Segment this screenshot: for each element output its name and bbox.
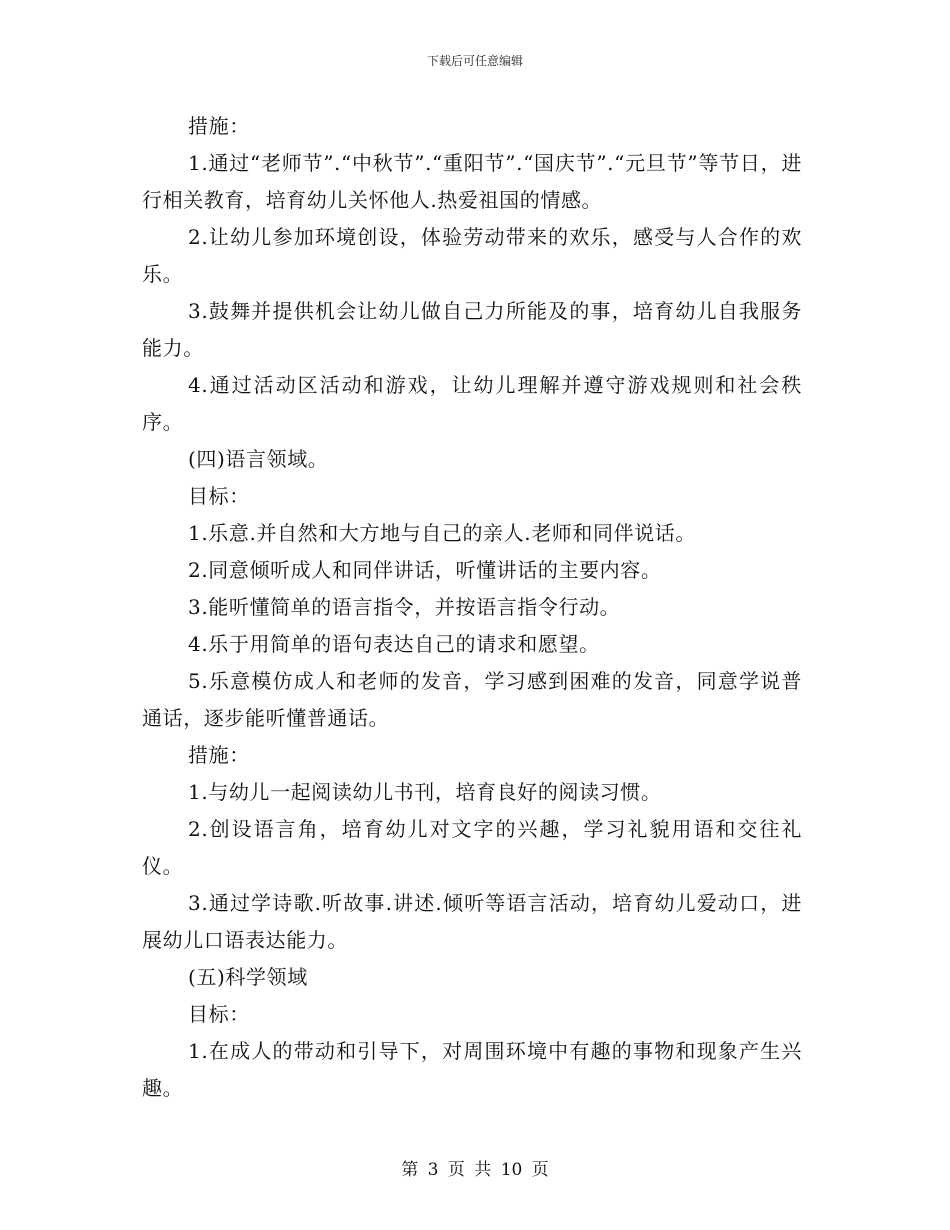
paragraph: 措施： bbox=[188, 743, 250, 767]
section-heading: (四)语言领域。 bbox=[188, 447, 329, 471]
document-body bbox=[142, 108, 802, 1107]
paragraph: 2.让幼儿参加环境创设，体验劳动带来的欢乐，感受与人合作的欢乐。 bbox=[142, 225, 802, 286]
paragraph: 3.通过学诗歌.听故事.讲述.倾听等语言活动，培育幼儿爱动口，进展幼儿口语表达能力。 bbox=[142, 891, 802, 952]
section-heading: (五)科学领域 bbox=[188, 965, 308, 989]
paragraph: 1.通过“老师节”.“中秋节”.“重阳节”.“国庆节”.“元旦节”等节日，进行相关教育，培育幼儿关怀他人.热爱祖国的情感。 bbox=[142, 151, 802, 212]
paragraph: 3.能听懂简单的语言指令，并按语言指令行动。 bbox=[188, 595, 621, 619]
paragraph: 3.鼓舞并提供机会让幼儿做自己力所能及的事，培育幼儿自我服务能力。 bbox=[142, 299, 802, 360]
paragraph: 4.通过活动区活动和游戏，让幼儿理解并遵守游戏规则和社会秩序。 bbox=[142, 373, 802, 434]
paragraph: 1.乐意.并自然和大方地与自己的亲人.老师和同伴说话。 bbox=[188, 521, 696, 545]
paragraph: 1.与幼儿一起阅读幼儿书刊，培育良好的阅读习惯。 bbox=[188, 780, 662, 804]
paragraph: 4.乐于用简单的语句表达自己的请求和愿望。 bbox=[188, 632, 600, 656]
paragraph: 2.同意倾听成人和同伴讲话，听懂讲话的主要内容。 bbox=[188, 558, 662, 582]
paragraph: 目标： bbox=[188, 484, 250, 508]
paragraph: 2.创设语言角，培育幼儿对文字的兴趣，学习礼貌用语和交往礼仪。 bbox=[142, 817, 802, 878]
paragraph: 5.乐意模仿成人和老师的发音，学习感到困难的发音，同意学说普通话，逐步能听懂普通话。 bbox=[142, 669, 802, 730]
page-header: 下载后可任意编辑 bbox=[426, 54, 523, 68]
page-footer: 第 3 页 共 10 页 bbox=[401, 1160, 549, 1180]
paragraph: 措施： bbox=[188, 114, 250, 138]
paragraph: 1.在成人的带动和引导下，对周围环境中有趣的事物和现象产生兴趣。 bbox=[142, 1039, 802, 1100]
paragraph: 目标： bbox=[188, 1002, 250, 1026]
